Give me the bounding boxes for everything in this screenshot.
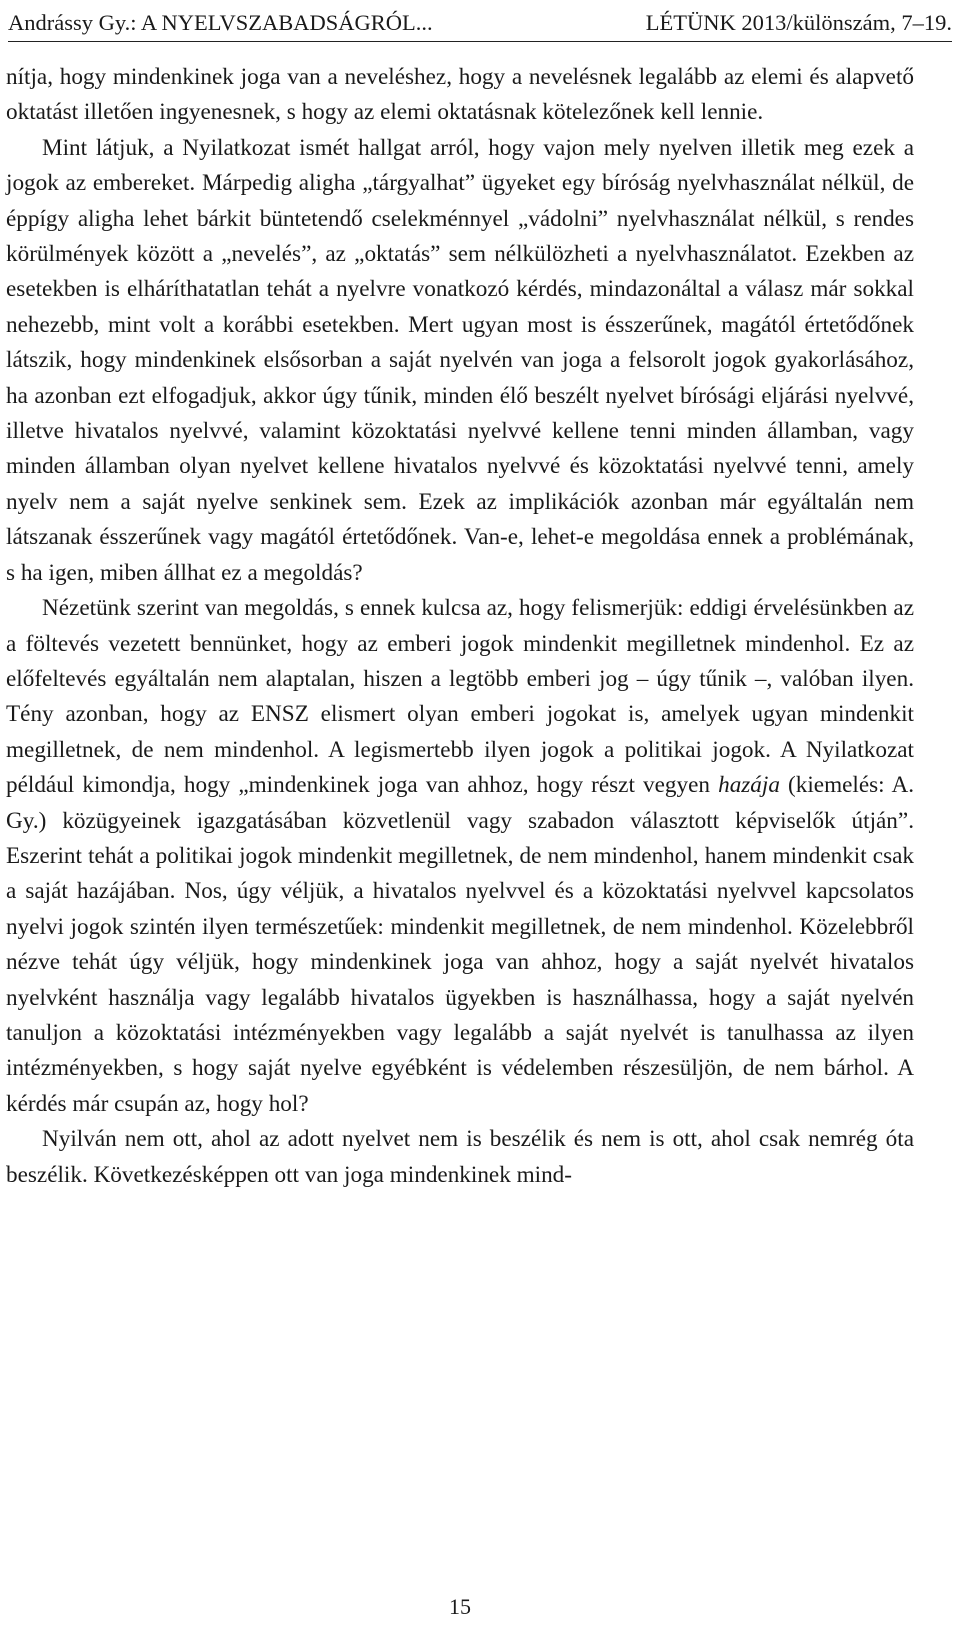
paragraph: Nyilván nem ott, ahol az adott nyelvet nem is beszélik és nem is ott, ahol csak nemrég óta beszélik. Következésképpen ott van joga mindenkinek mind- — [6, 1126, 914, 1188]
paragraph: Mint látjuk, a Nyilatkozat ismét hallgat arról, hogy vajon mely nyelven illetik meg ezek a jogok az embereket. Márpedig aligha „tárgyalhat” ügyeket egy bíróság nyelvhasználat nélkül, de éppígy aligha lehet bárkit büntetendő cselekménnyel „vádolni” nyelvhasználat nélkül, s rendes körülmények között a „nevelés”, az „oktatás” sem nélkülözheti a nyelvhasználatot. Ezekben az esetekben is elháríthatatlan tehát a nyelvre vonatkozó kérdés, mindazonáltal a válasz már sokkal nehezebb, mint volt a korábbi esetekben. Mert ugyan most is ésszerűnek, magától értetődőnek látszik, hogy mindenkinek elsősorban a saját nyelvén van joga a felsorolt jogok gyakorlásához, ha azonban ezt elfogadjuk, akkor úgy tűnik, minden élő beszélt nyelvet bírósági eljárási nyelvvé, illetve hivatalos nyelvvé, valamint közoktatási nyelvvé kellene tenni minden államban, vagy minden államban olyan nyelvet kellene hivatalos nyelvvé és közoktatási nyelvvé tenni, amely nyelv nem a saját nyelve senkinek sem. Ezek az implikációk azonban már egyáltalán nem látszanak ésszerűnek vagy magától értetődőnek. Van-e, lehet-e megoldása ennek a problémának, s ha igen, miben állhat ez a megoldás? — [6, 134, 914, 586]
emphasized-word: hazája — [718, 772, 780, 799]
running-header — [8, 10, 952, 36]
paragraph-text: (kiemelés: A. Gy.) közügyeinek igazgatásában közvetlenül vagy szabadon választott képviselők útján”. Eszerint tehát a politikai jogok mindenkit megilletnek, de nem mindenhol, hanem mindenkit csak a saját hazájában. Nos, úgy véljük, a hivatalos nyelvvel és a közoktatási nyelvvel kapcsolatos nyelvi jogok szintén ilyen természetűek: mindenkit megilletnek, de nem mindenhol. Közelebbről nézve tehát úgy véljük, hogy mindenkinek joga van ahhoz, hogy a saját nyelvét hivatalos nyelvként használja vagy legalább hivatalos ügyekben is használhassa, hogy a saját nyelvén tanuljon a közoktatási intézményekben vagy legalább a saját nyelvét is tanulhassa az ilyen intézményekben, s hogy saját nyelve egyébként is védelemben részesüljön, de nem bárhol. A kérdés már csupán az, hogy hol? — [6, 772, 914, 1117]
header-author-title: Andrássy Gy.: A NYELVSZABADSÁGRÓL... — [8, 10, 433, 35]
header-rule — [8, 41, 952, 42]
paragraph-continued: nítja, hogy mindenkinek joga van a neveléshez, hogy a nevelésnek legalább az elemi és alapvető oktatást illetően ingyenesnek, s hogy az elemi oktatásnak kötelezőnek kell lennie. — [6, 64, 914, 126]
article-body — [6, 60, 914, 1193]
header-journal-citation: LÉTÜNK 2013/különszám, 7–19. — [645, 10, 952, 35]
page-number: 15 — [449, 1594, 471, 1619]
paragraph — [6, 591, 914, 1122]
paragraph-text: Nézetünk szerint van megoldás, s ennek kulcsa az, hogy felismerjük: eddigi érvelésünkben az a föltevés vezetett bennünket, hogy az emberi jogok mindenkit megilletnek mindenhol. Ez az előfeltevés egyáltalán nem alaptalan, hiszen a legtöbb emberi jog – úgy tűnik –, valóban ilyen. Tény azonban, hogy az ENSZ elismert olyan emberi jogokat is, amelyek ugyan mindenkit megilletnek, de nem mindenhol. A legismertebb ilyen jogok a politikai jogok. A Nyilatkozat például kimondja, hogy „mindenkinek joga van ahhoz, hogy részt vegyen — [6, 595, 914, 799]
